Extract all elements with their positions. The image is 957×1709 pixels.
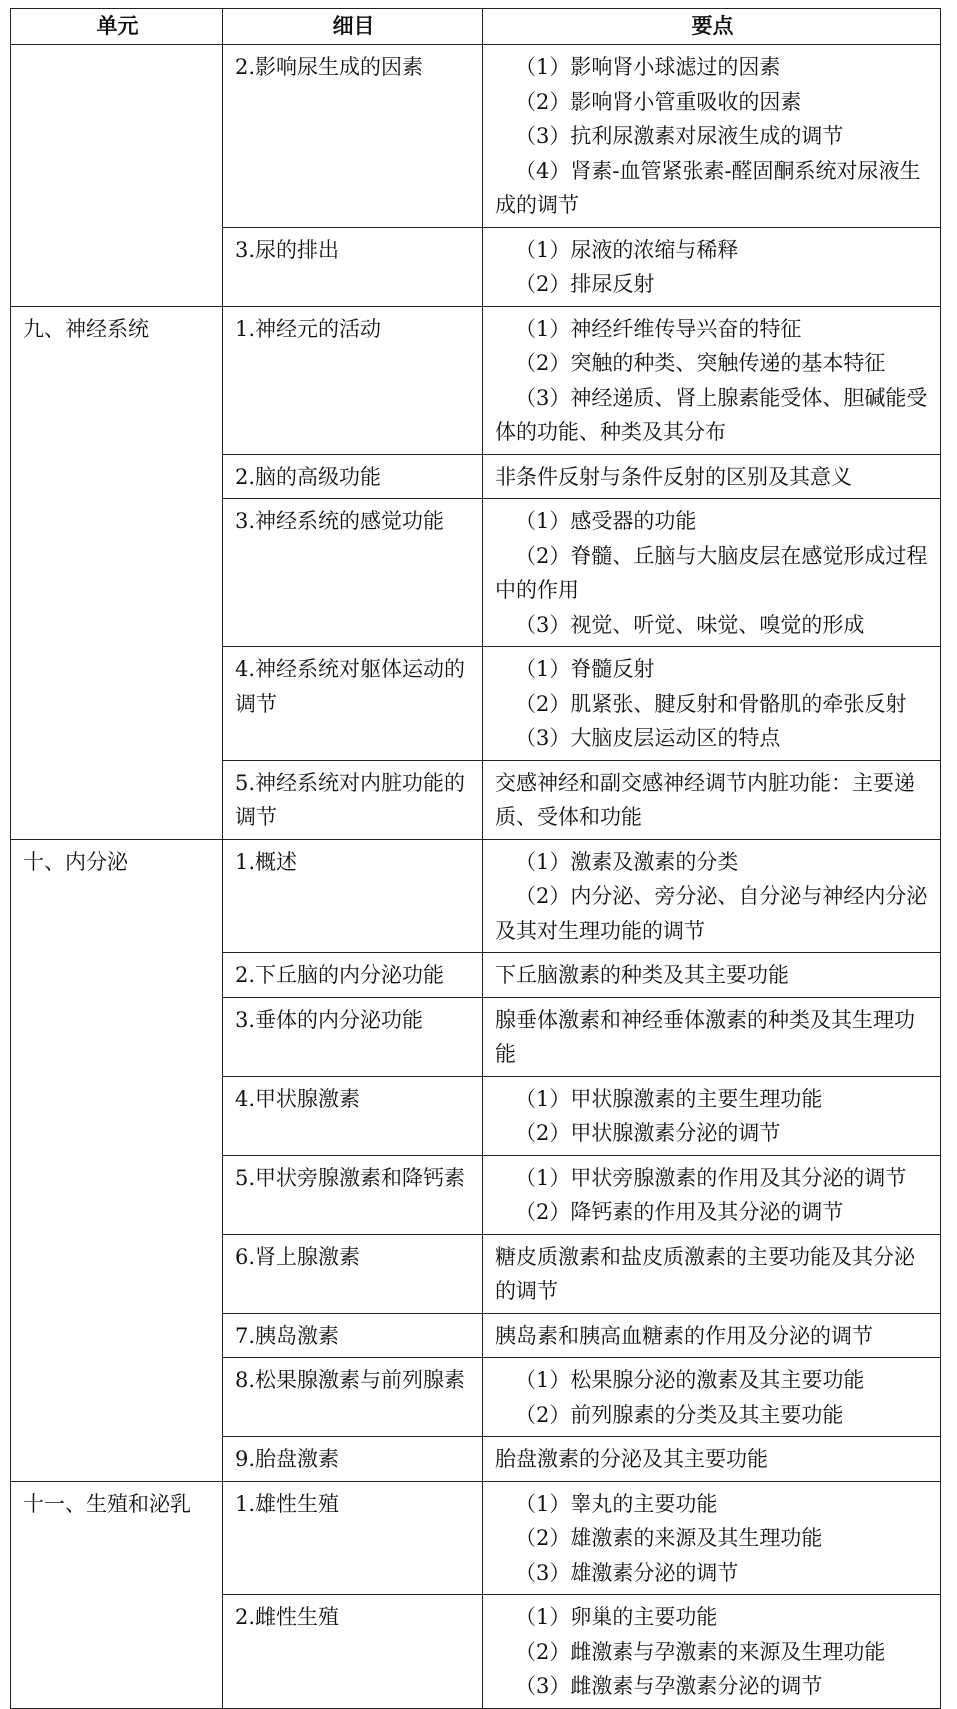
point-text: （2）雄激素的来源及其生理功能: [515, 1526, 823, 1550]
item-cell: 1.雄性生殖: [223, 1481, 483, 1595]
points-cell: [483, 997, 941, 1076]
item-cell: 8.松果腺激素与前列腺素: [223, 1358, 483, 1437]
point-text: （2）脊髓、丘脑与大脑皮层在感觉形成过程中的作用: [495, 543, 928, 602]
point-text: 交感神经和副交感神经调节内脏功能：主要递质、受体和功能: [495, 770, 915, 829]
point-text: （2）影响肾小管重吸收的因素: [515, 89, 802, 114]
point-text: （2）内分泌、旁分泌、自分泌与神经内分泌及其对生理功能的调节: [495, 884, 928, 943]
points-cell: [483, 1155, 941, 1234]
item-cell: 3.垂体的内分泌功能: [223, 997, 483, 1076]
points-cell: [483, 760, 941, 839]
table-row: [11, 839, 941, 953]
item-cell: 2.脑的高级功能: [223, 454, 483, 499]
point-text: （1）甲状腺激素的主要生理功能: [515, 1086, 823, 1111]
points-cell: [483, 1358, 941, 1437]
points-cell: [483, 454, 941, 499]
point-text: （1）松果腺分泌的激素及其主要功能: [515, 1368, 865, 1392]
unit-cell: [11, 45, 223, 307]
point-text: 胎盘激素的分泌及其主要功能: [495, 1447, 768, 1471]
header-unit: 单元: [11, 9, 223, 45]
point-text: （3）视觉、听觉、味觉、嗅觉的形成: [515, 612, 865, 637]
point-text: （1）尿液的浓缩与稀释: [515, 237, 739, 262]
item-cell: 2.下丘脑的内分泌功能: [223, 953, 483, 998]
table-body: [11, 45, 941, 1709]
syllabus-table: [10, 8, 941, 1709]
point-text: （3）抗利尿激素对尿液生成的调节: [515, 124, 844, 148]
unit-cell: 十一、生殖和泌乳: [11, 1481, 223, 1708]
points-cell: [483, 1595, 941, 1709]
table-header-row: [11, 9, 941, 45]
point-text: 腺垂体激素和神经垂体激素的种类及其生理功能: [495, 1007, 915, 1066]
item-cell: 2.雌性生殖: [223, 1595, 483, 1709]
points-cell: [483, 227, 941, 306]
item-cell: 4.神经系统对躯体运动的调节: [223, 647, 483, 761]
points-cell: [483, 1437, 941, 1482]
item-cell: 3.尿的排出: [223, 227, 483, 306]
point-text: （2）排尿反射: [515, 272, 655, 296]
point-text: 下丘脑激素的种类及其主要功能: [495, 963, 789, 987]
point-text: （1）脊髓反射: [515, 657, 655, 681]
point-text: （2）前列腺素的分类及其主要功能: [515, 1402, 844, 1427]
points-cell: [483, 1076, 941, 1155]
table-row: [11, 306, 941, 454]
item-cell: 3.神经系统的感觉功能: [223, 499, 483, 647]
point-text: （2）突触的种类、突触传递的基本特征: [515, 351, 886, 375]
point-text: （1）甲状旁腺激素的作用及其分泌的调节: [515, 1165, 907, 1190]
point-text: 糖皮质激素和盐皮质激素的主要功能及其分泌的调节: [495, 1244, 915, 1303]
point-text: （3）雄激素分泌的调节: [515, 1560, 739, 1585]
point-text: （1）影响肾小球滤过的因素: [515, 55, 781, 79]
point-text: （1）感受器的功能: [515, 509, 697, 533]
table-row: [11, 45, 941, 228]
item-cell: 6.肾上腺激素: [223, 1234, 483, 1313]
item-cell: 9.胎盘激素: [223, 1437, 483, 1482]
point-text: （1）睾丸的主要功能: [515, 1491, 718, 1516]
points-cell: [483, 1234, 941, 1313]
point-text: 非条件反射与条件反射的区别及其意义: [495, 464, 852, 489]
points-cell: [483, 45, 941, 228]
point-text: （3）雌激素与孕激素分泌的调节: [515, 1674, 823, 1698]
point-text: 胰岛素和胰高血糖素的作用及分泌的调节: [495, 1323, 873, 1348]
point-text: （1）激素及激素的分类: [515, 849, 739, 874]
points-cell: [483, 953, 941, 998]
unit-cell: 九、神经系统: [11, 306, 223, 839]
point-text: （3）神经递质、肾上腺素能受体、胆碱能受体的功能、种类及其分布: [495, 385, 928, 444]
item-cell: 2.影响尿生成的因素: [223, 45, 483, 228]
unit-cell: 十、内分泌: [11, 839, 223, 1481]
point-text: （2）雌激素与孕激素的来源及生理功能: [515, 1639, 886, 1664]
points-cell: [483, 306, 941, 454]
point-text: （2）肌紧张、腱反射和骨骼肌的牵张反射: [515, 691, 907, 716]
header-item: 细目: [223, 9, 483, 45]
point-text: （4）肾素-血管紧张素-醛固酮系统对尿液生成的调节: [495, 158, 921, 217]
points-cell: [483, 647, 941, 761]
points-cell: [483, 839, 941, 953]
point-text: （1）神经纤维传导兴奋的特征: [515, 316, 802, 341]
item-cell: 4.甲状腺激素: [223, 1076, 483, 1155]
point-text: （3）大脑皮层运动区的特点: [515, 726, 781, 750]
points-cell: [483, 499, 941, 647]
item-cell: 7.胰岛激素: [223, 1313, 483, 1358]
item-cell: 5.神经系统对内脏功能的调节: [223, 760, 483, 839]
item-cell: 1.概述: [223, 839, 483, 953]
point-text: （1）卵巢的主要功能: [515, 1605, 718, 1629]
point-text: （2）甲状腺激素分泌的调节: [515, 1121, 781, 1145]
item-cell: 5.甲状旁腺激素和降钙素: [223, 1155, 483, 1234]
point-text: （2）降钙素的作用及其分泌的调节: [515, 1200, 844, 1224]
points-cell: [483, 1313, 941, 1358]
header-point: 要点: [483, 9, 941, 45]
points-cell: [483, 1481, 941, 1595]
item-cell: 1.神经元的活动: [223, 306, 483, 454]
table-row: [11, 1481, 941, 1595]
